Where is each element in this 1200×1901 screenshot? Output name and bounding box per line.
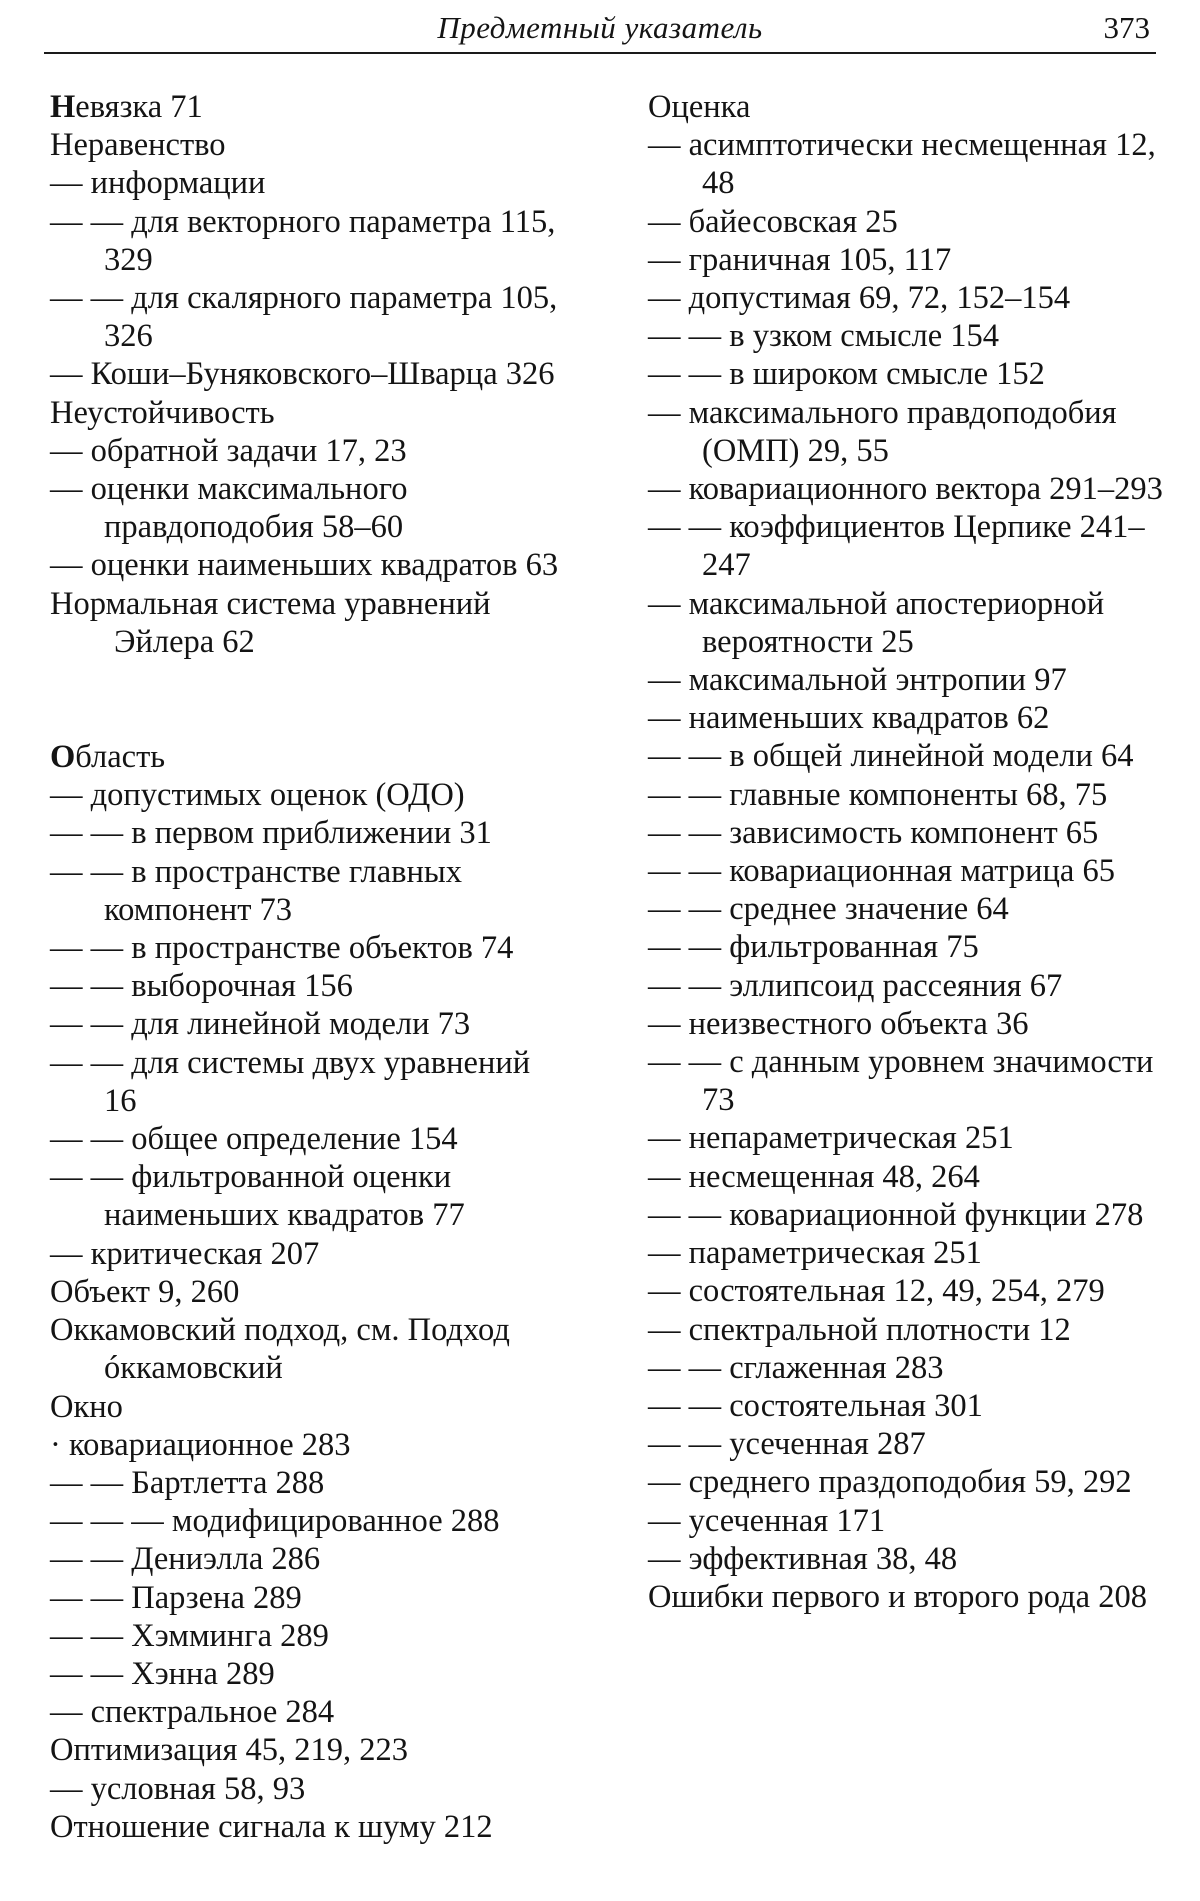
index-entry: — параметрическая 251	[648, 1235, 982, 1272]
index-entry: — — состоятельная 301	[648, 1387, 983, 1424]
index-entry: — эффективная 38, 48	[648, 1540, 958, 1577]
index-entry: — спектральное 284	[50, 1694, 335, 1731]
index-entry: — байесовская 25	[648, 203, 898, 240]
index-entry: — — — модифицированное 288	[50, 1503, 500, 1540]
page-number: 373	[1103, 10, 1150, 45]
index-entry: — — для скалярного параметра 105, 326	[50, 280, 558, 355]
index-entry: — — фильтрованной оценки наименьших квадратов 77	[50, 1159, 465, 1234]
index-entry: — — для векторного параметра 115, 329	[50, 203, 556, 278]
index-entry: — — в первом приближении 31	[50, 815, 492, 852]
index-entry: — максимальной апостериорной вероятности 25	[648, 585, 1105, 660]
index-entry: — обратной задачи 17, 23	[50, 432, 407, 469]
index-entry: — — в пространстве главных компонент 73	[50, 853, 462, 928]
index-entry: — — главные компоненты 68, 75	[648, 776, 1108, 813]
index-entry: — — для системы двух уравнений 16	[50, 1044, 531, 1119]
index-entry: — ковариационного вектора 291–293	[648, 471, 1163, 508]
index-entry: — — зависимость компонент 65	[648, 814, 1099, 851]
index-entry: — условная 58, 93	[50, 1770, 306, 1807]
index-entry: — среднего праздоподобия 59, 292	[648, 1464, 1132, 1501]
index-entry: — — в широком смысле 152	[648, 356, 1045, 393]
index-entry: — — Хэмминга 289	[50, 1617, 329, 1654]
index-entry: — критическая 207	[50, 1235, 320, 1272]
index-entry: — Коши–Буняковского–Шварца 326	[50, 356, 555, 393]
index-entry: — граничная 105, 117	[648, 241, 952, 278]
index-entry: — — сглаженная 283	[648, 1349, 944, 1386]
index-entry: — спектральной плотности 12	[648, 1311, 1071, 1348]
index-entry: Оценка	[648, 89, 751, 125]
section-initial-letter: О	[50, 739, 76, 776]
index-entry: — состоятельная 12, 49, 254, 279	[648, 1273, 1105, 1310]
running-title: Предметный указатель	[437, 10, 763, 45]
index-entry: — асимптотически несмещенная 12, 48	[648, 127, 1156, 202]
section-gap	[50, 661, 570, 738]
index-entry: — — Бартлетта 288	[50, 1464, 325, 1501]
index-entry: — — Дениэлла 286	[50, 1541, 321, 1578]
index-entry: — допустимая 69, 72, 152–154	[648, 280, 1071, 317]
index-entry-text: евязка 71	[75, 89, 203, 125]
index-entry	[50, 738, 570, 776]
index-entry: — — общее определение 154	[50, 1121, 458, 1158]
index-entry: — информации	[50, 165, 266, 202]
index-entry: — — ковариационная матрица 65	[648, 853, 1115, 890]
index-entry: — — Парзена 289	[50, 1579, 302, 1616]
index-entry: — — ковариационной функции 278	[648, 1196, 1144, 1233]
index-entry: · ковариационное 283	[50, 1426, 351, 1463]
index-entry: — — эллипсоид рассеяния 67	[648, 967, 1063, 1004]
section-initial-letter: Н	[50, 89, 76, 125]
index-entry: — максимального правдоподобия (ОМП) 29, 55	[648, 394, 1117, 469]
index-entry: — усеченная 171	[648, 1502, 886, 1539]
index-entry: — — с данным уровнем значимости 73	[648, 1044, 1154, 1119]
index-entry: — — в узком смысле 154	[648, 318, 1000, 355]
index-entry: — оценки наименьших квадратов 63	[50, 547, 559, 584]
index-entry: Нормальная система уравнений Эйлера 62	[50, 585, 491, 660]
index-entry: — — фильтрованная 75	[648, 929, 979, 966]
index-entry: Объект 9, 260	[50, 1273, 240, 1310]
index-entry: — — усеченная 287	[648, 1426, 926, 1463]
running-header	[44, 6, 1156, 54]
index-entry: Неравенство	[50, 127, 226, 164]
index-entry: Неустойчивость	[50, 394, 275, 431]
index-entry: — допустимых оценок (ОДО)	[50, 777, 465, 814]
index-entry: Оптимизация 45, 219, 223	[50, 1732, 409, 1769]
index-entry	[50, 88, 570, 126]
index-entry: Ошибки первого и второго рода 208	[648, 1578, 1147, 1615]
index-entry: — наименьших квадратов 62	[648, 700, 1050, 737]
index-entry: — неизвестного объекта 36	[648, 1005, 1029, 1042]
index-entry: — несмещенная 48, 264	[648, 1158, 980, 1195]
index-entry: — — выборочная 156	[50, 968, 353, 1005]
index-entry: Окно	[50, 1388, 123, 1425]
index-entry: — оценки максимального правдоподобия 58–60	[50, 471, 408, 546]
index-entry: — — для линейной модели 73	[50, 1006, 471, 1043]
index-entry-text: бласть	[75, 739, 166, 776]
index-column-right	[648, 88, 1168, 1616]
index-entry: — — Хэнна 289	[50, 1655, 275, 1692]
index-entry: — максимальной энтропии 97	[648, 662, 1067, 699]
index-entry: Оккамовский подход, см. Подход óккамовский	[50, 1312, 510, 1387]
index-entry: — непараметрическая 251	[648, 1120, 1014, 1157]
index-entry: — — коэффициентов Церпике 241–247	[648, 509, 1145, 584]
index-entry: — — в общей линейной модели 64	[648, 738, 1134, 775]
index-entry: — — среднее значение 64	[648, 891, 1009, 928]
index-entry: Отношение сигнала к шуму 212	[50, 1808, 493, 1845]
index-entry: — — в пространстве объектов 74	[50, 930, 514, 967]
index-column-left	[50, 88, 570, 1846]
